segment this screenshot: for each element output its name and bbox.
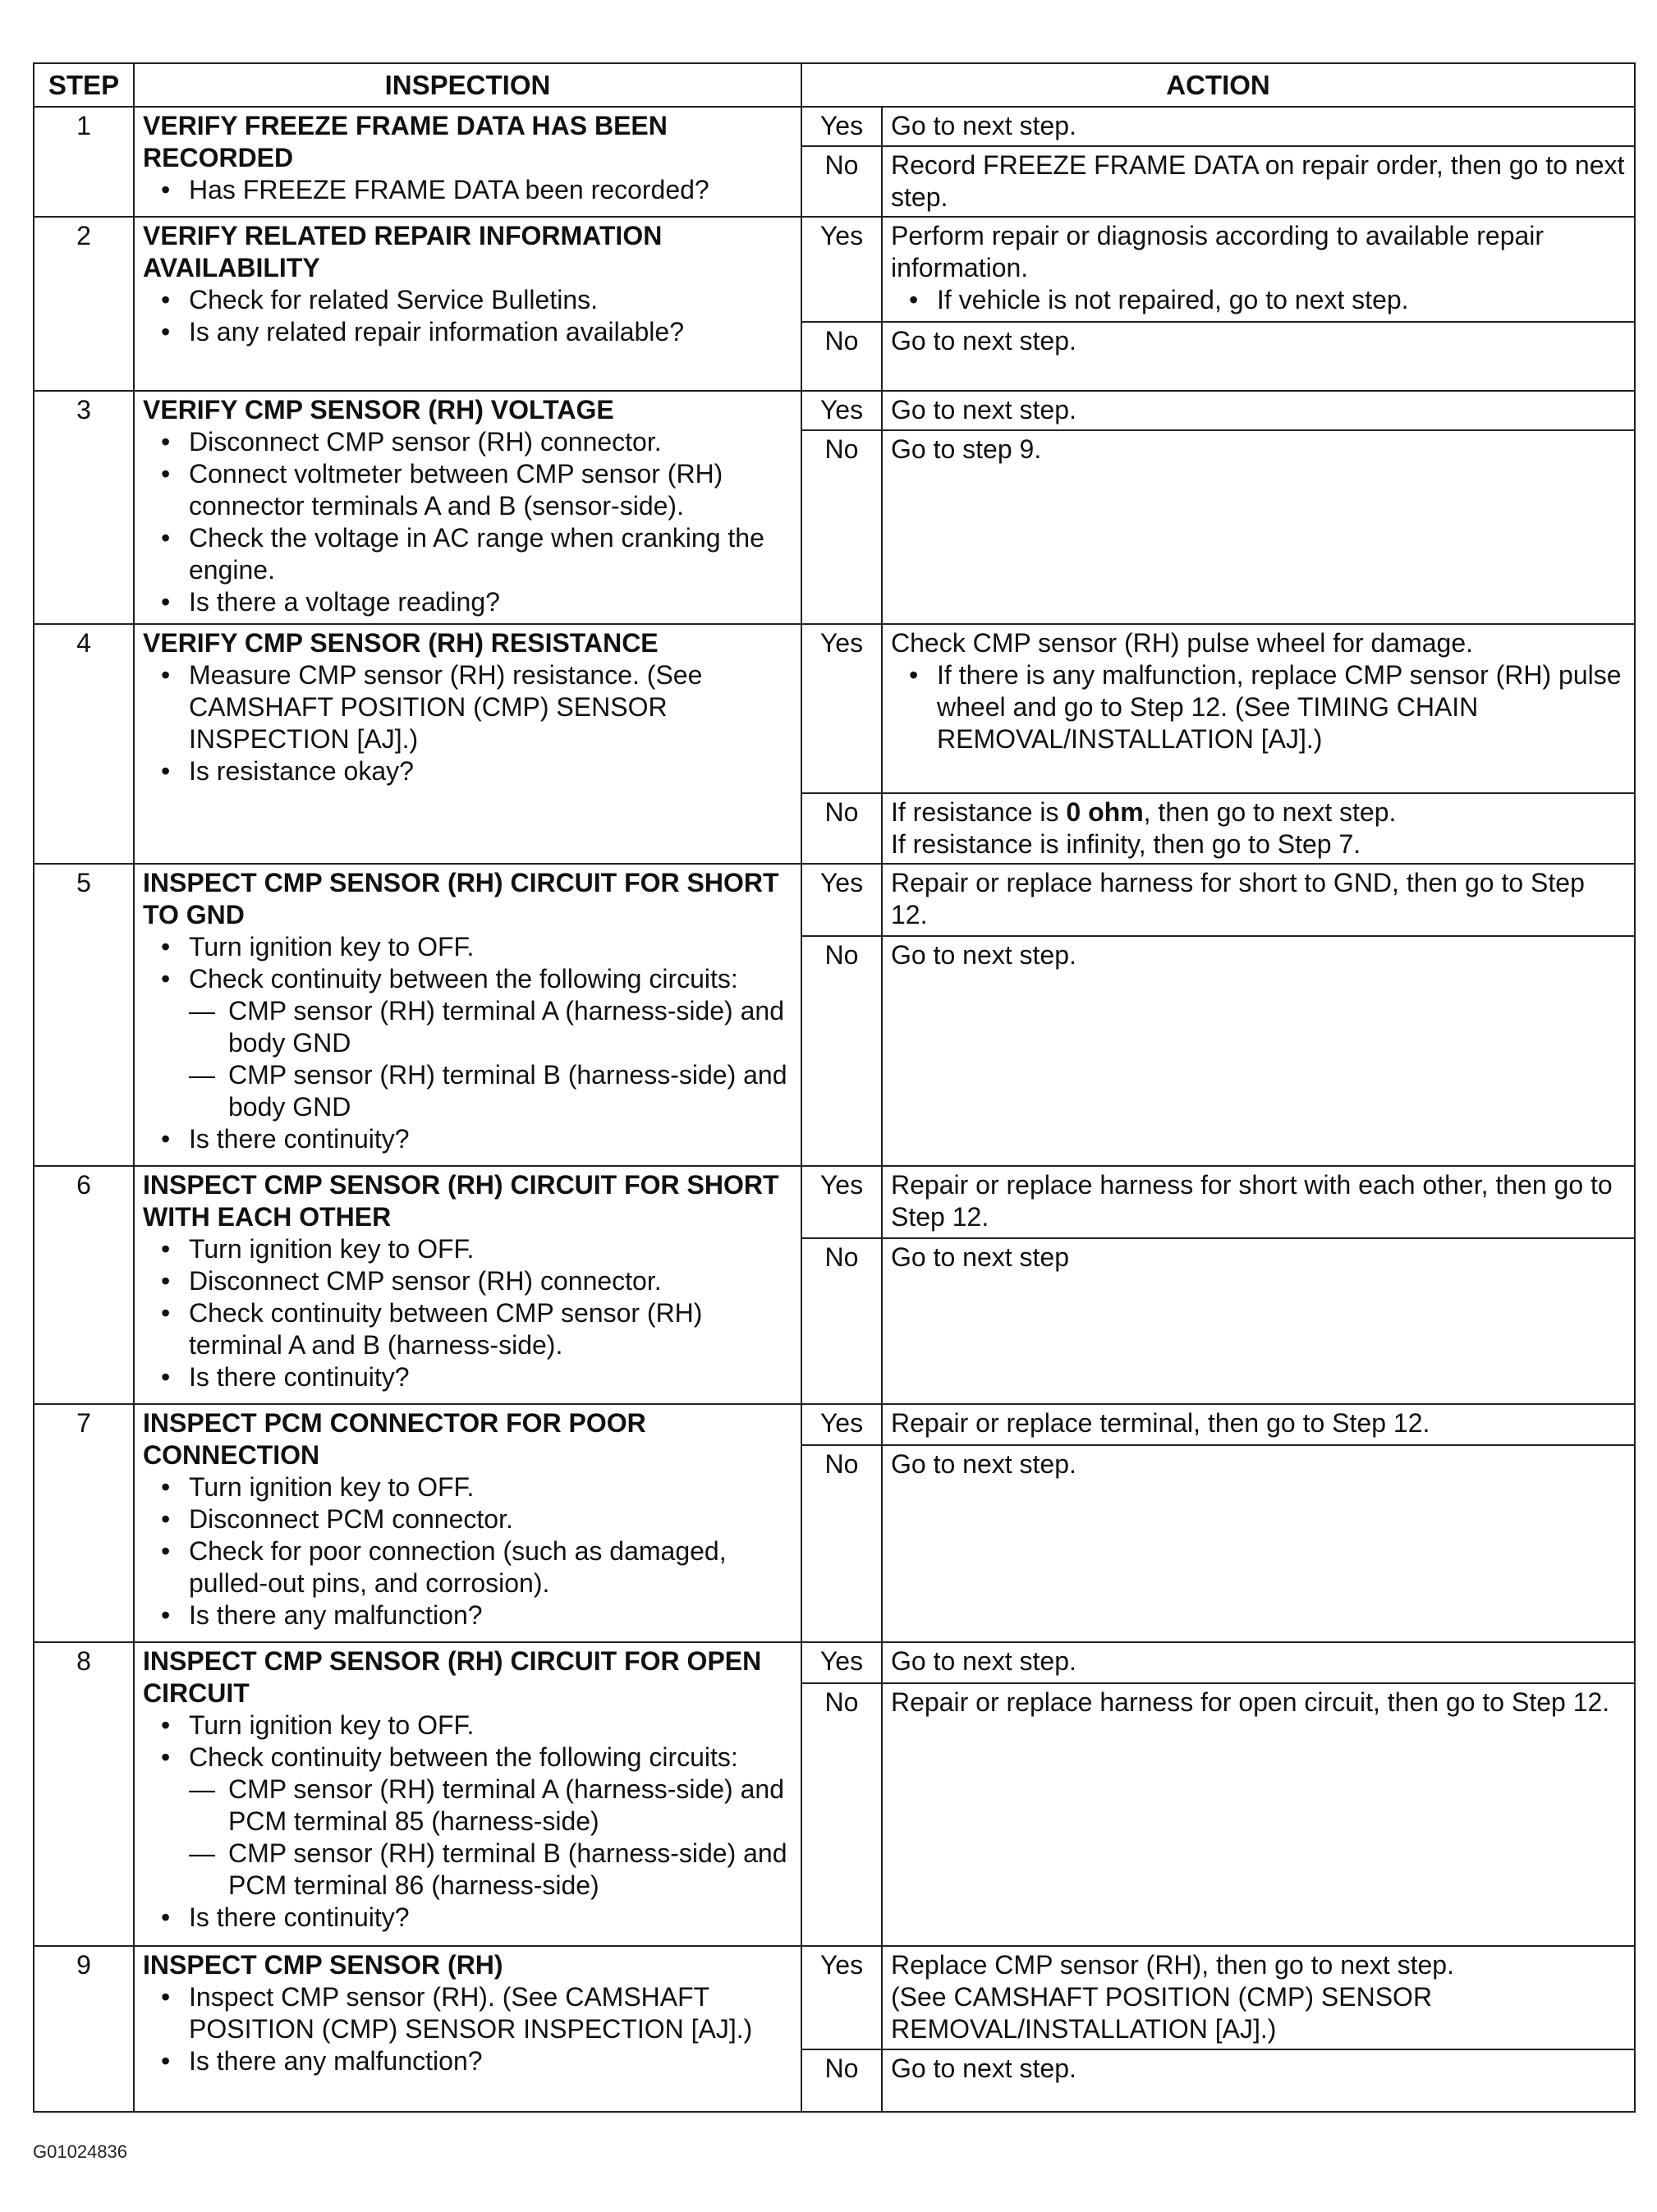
inspection-bullets <box>143 659 792 787</box>
no-label: No <box>801 1683 882 1946</box>
inspection-bullet: • Is there a voltage reading? <box>143 586 792 618</box>
step-number: 4 <box>34 624 134 864</box>
figure-id: G01024836 <box>33 2141 127 2162</box>
inspection-bullet: • Check for related Service Bulletins. <box>143 284 792 316</box>
inspection-bullet: • Is there continuity? <box>143 1902 792 1934</box>
table-row-step-8-yes <box>34 1642 1635 1683</box>
step-number: 6 <box>34 1166 134 1404</box>
inspection-bullet: • Disconnect CMP sensor (RH) connector. <box>143 1265 792 1297</box>
yes-action: Go to next step. <box>882 391 1635 430</box>
no-action-line-1 <box>891 796 1626 828</box>
step-number: 3 <box>34 391 134 624</box>
diagnostic-procedure-document <box>33 62 1634 2113</box>
yes-action <box>882 1946 1635 2049</box>
inspection-dash-item: — CMP sensor (RH) terminal B (harness-side) and PCM terminal 86 (harness-side) <box>189 1838 792 1902</box>
no-action: Repair or replace harness for open circuit, then go to Step 12. <box>882 1683 1635 1946</box>
inspection-bullet: • Check for poor connection (such as damaged, pulled-out pins, and corrosion). <box>143 1535 792 1599</box>
yes-label: Yes <box>801 1946 882 2049</box>
yes-label: Yes <box>801 1642 882 1683</box>
yes-label: Yes <box>801 217 882 322</box>
yes-action-bullets <box>891 659 1626 755</box>
inspection-bullets <box>143 284 792 348</box>
no-action: Go to next step. <box>882 1445 1635 1642</box>
inspection-bullet-text: Check continuity between the following circuits: <box>189 964 738 994</box>
no-action-text-pre: If resistance is <box>891 797 1067 827</box>
no-label: No <box>801 936 882 1166</box>
yes-action-text: Replace CMP sensor (RH), then go to next step. <box>891 1950 1454 1980</box>
no-action-text-post: , then go to next step. <box>1143 797 1397 827</box>
no-label: No <box>801 430 882 624</box>
inspection-bullets <box>143 1981 792 2077</box>
step-number: 9 <box>34 1946 134 2112</box>
yes-action <box>882 624 1635 793</box>
inspection-bullet: • Turn ignition key to OFF. <box>143 1709 792 1742</box>
inspection-dash-list <box>189 1774 792 1902</box>
step-number: 1 <box>34 107 134 217</box>
inspection-bullet: • Is there any malfunction? <box>143 2045 792 2077</box>
inspection-bullet: • Has FREEZE FRAME DATA been recorded? <box>143 174 792 206</box>
yes-action: Go to next step. <box>882 107 1635 146</box>
inspection-bullets <box>143 931 792 1155</box>
inspection-bullet: • Turn ignition key to OFF. <box>143 1471 792 1503</box>
step-number: 2 <box>34 217 134 391</box>
inspection-dash-item: — CMP sensor (RH) terminal A (harness-side) and PCM terminal 85 (harness-side) <box>189 1774 792 1838</box>
step-number: 7 <box>34 1404 134 1642</box>
inspection-cell <box>134 864 801 1166</box>
inspection-title: INSPECT PCM CONNECTOR FOR POOR CONNECTION <box>143 1408 646 1470</box>
diagnostic-table <box>33 62 1636 2113</box>
no-label: No <box>801 322 882 391</box>
inspection-cell <box>134 391 801 624</box>
no-action: Go to next step <box>882 1238 1635 1404</box>
inspection-title: VERIFY RELATED REPAIR INFORMATION AVAILABILITY <box>143 221 663 282</box>
inspection-bullet: • Is there any malfunction? <box>143 1599 792 1631</box>
inspection-title: INSPECT CMP SENSOR (RH) CIRCUIT FOR OPEN CIRCUIT <box>143 1646 762 1708</box>
header-inspection: INSPECTION <box>134 63 801 107</box>
table-row-step-9-yes <box>34 1946 1635 2049</box>
no-action: Go to next step. <box>882 2049 1635 2112</box>
inspection-bullet: • Turn ignition key to OFF. <box>143 931 792 963</box>
no-action <box>882 793 1635 864</box>
inspection-title: INSPECT CMP SENSOR (RH) <box>143 1950 503 1980</box>
no-label: No <box>801 146 882 217</box>
table-header-row <box>34 63 1635 107</box>
yes-action-bullet: • If there is any malfunction, replace CMP sensor (RH) pulse wheel and go to Step 12. (See TIMING CHAIN REMOVAL/INSTALLATION [AJ].) <box>891 659 1626 755</box>
no-label: No <box>801 2049 882 2112</box>
inspection-cell <box>134 624 801 864</box>
inspection-bullets <box>143 426 792 618</box>
inspection-cell <box>134 107 801 217</box>
inspection-bullet-text: Check continuity between the following circuits: <box>189 1742 738 1772</box>
inspection-bullet: • Check continuity between CMP sensor (RH) terminal A and B (harness-side). <box>143 1297 792 1361</box>
yes-label: Yes <box>801 1166 882 1238</box>
inspection-bullet: • Check the voltage in AC range when cranking the engine. <box>143 522 792 586</box>
inspection-cell <box>134 1166 801 1404</box>
inspection-bullet <box>143 963 792 1123</box>
yes-label: Yes <box>801 107 882 146</box>
table-row-step-6-yes <box>34 1166 1635 1238</box>
inspection-dash-list <box>189 995 792 1123</box>
inspection-bullet: • Is there continuity? <box>143 1123 792 1155</box>
inspection-bullet: • Is there continuity? <box>143 1361 792 1393</box>
inspection-title: INSPECT CMP SENSOR (RH) CIRCUIT FOR SHORT TO GND <box>143 868 779 929</box>
inspection-dash-item: — CMP sensor (RH) terminal B (harness-side) and body GND <box>189 1059 792 1123</box>
yes-action-text: Perform repair or diagnosis according to available repair information. <box>891 221 1545 282</box>
inspection-bullets <box>143 1471 792 1631</box>
inspection-bullet: • Disconnect CMP sensor (RH) connector. <box>143 426 792 458</box>
no-action-text-bold: 0 ohm <box>1066 797 1144 827</box>
table-row-step-7-yes <box>34 1404 1635 1445</box>
no-label: No <box>801 1445 882 1642</box>
inspection-title: VERIFY FREEZE FRAME DATA HAS BEEN RECORDED <box>143 111 668 172</box>
inspection-bullets <box>143 1233 792 1393</box>
inspection-bullet: • Measure CMP sensor (RH) resistance. (See CAMSHAFT POSITION (CMP) SENSOR INSPECTION [AJ].) <box>143 659 792 755</box>
inspection-bullet <box>143 1742 792 1902</box>
no-action-line-2: If resistance is infinity, then go to Step 7. <box>891 829 1361 859</box>
inspection-cell <box>134 1642 801 1946</box>
inspection-cell <box>134 217 801 391</box>
yes-label: Yes <box>801 624 882 793</box>
yes-action-bullet: • If vehicle is not repaired, go to next step. <box>891 284 1626 316</box>
yes-action: Go to next step. <box>882 1642 1635 1683</box>
inspection-bullet: • Is resistance okay? <box>143 755 792 787</box>
yes-action: Repair or replace terminal, then go to Step 12. <box>882 1404 1635 1445</box>
yes-action-bullets <box>891 284 1626 316</box>
no-action: Record FREEZE FRAME DATA on repair order, then go to next step. <box>882 146 1635 217</box>
table-row-step-4-yes <box>34 624 1635 793</box>
no-action: Go to step 9. <box>882 430 1635 624</box>
table-row-step-2-yes <box>34 217 1635 322</box>
inspection-bullet: • Connect voltmeter between CMP sensor (RH) connector terminals A and B (sensor-side). <box>143 458 792 522</box>
yes-label: Yes <box>801 1404 882 1445</box>
yes-action <box>882 217 1635 322</box>
inspection-bullet: • Disconnect PCM connector. <box>143 1503 792 1535</box>
inspection-bullet: • Inspect CMP sensor (RH). (See CAMSHAFT POSITION (CMP) SENSOR INSPECTION [AJ].) <box>143 1981 792 2045</box>
yes-action-reference: (See CAMSHAFT POSITION (CMP) SENSOR REMOVAL/INSTALLATION [AJ].) <box>891 1982 1433 2044</box>
inspection-cell <box>134 1946 801 2112</box>
yes-action: Repair or replace harness for short to GND, then go to Step 12. <box>882 864 1635 936</box>
header-step: STEP <box>34 63 134 107</box>
table-row-step-5-yes <box>34 864 1635 936</box>
header-action: ACTION <box>801 63 1635 107</box>
inspection-bullets <box>143 174 792 206</box>
step-number: 8 <box>34 1642 134 1946</box>
step-number: 5 <box>34 864 134 1166</box>
yes-action: Repair or replace harness for short with each other, then go to Step 12. <box>882 1166 1635 1238</box>
inspection-bullet: • Is any related repair information available? <box>143 316 792 348</box>
inspection-bullet: • Turn ignition key to OFF. <box>143 1233 792 1265</box>
no-action: Go to next step. <box>882 322 1635 391</box>
inspection-title: INSPECT CMP SENSOR (RH) CIRCUIT FOR SHORT WITH EACH OTHER <box>143 1170 779 1232</box>
table-row-step-3-yes <box>34 391 1635 430</box>
inspection-title: VERIFY CMP SENSOR (RH) VOLTAGE <box>143 395 614 425</box>
inspection-title: VERIFY CMP SENSOR (RH) RESISTANCE <box>143 628 659 658</box>
inspection-dash-item: — CMP sensor (RH) terminal A (harness-side) and body GND <box>189 995 792 1059</box>
yes-label: Yes <box>801 864 882 936</box>
table-row-step-1-yes <box>34 107 1635 146</box>
inspection-bullets <box>143 1709 792 1934</box>
no-action: Go to next step. <box>882 936 1635 1166</box>
no-label: No <box>801 793 882 864</box>
yes-action-text: Check CMP sensor (RH) pulse wheel for damage. <box>891 628 1474 658</box>
inspection-cell <box>134 1404 801 1642</box>
yes-label: Yes <box>801 391 882 430</box>
no-label: No <box>801 1238 882 1404</box>
